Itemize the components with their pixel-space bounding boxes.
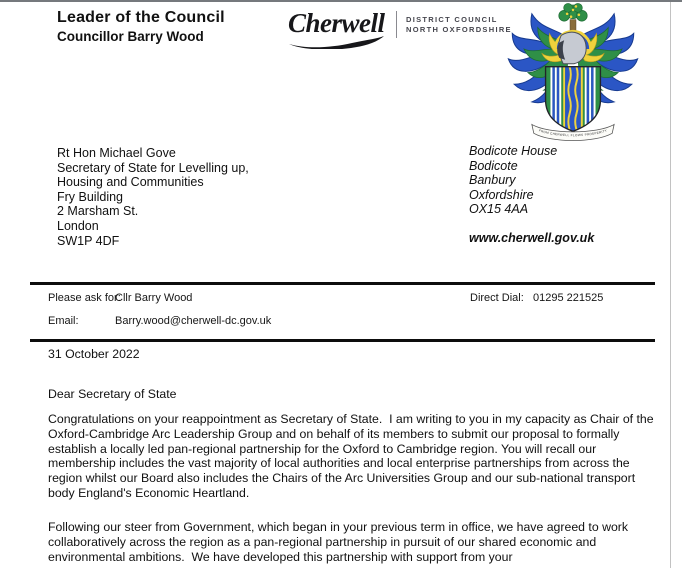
horizontal-rule-top	[30, 282, 655, 285]
leader-title: Leader of the Council	[57, 9, 225, 26]
recipient-line: SW1P 4DF	[57, 233, 120, 248]
sender-line: Banbury	[469, 173, 516, 188]
logo-divider	[396, 11, 397, 38]
cherwell-logo	[288, 10, 512, 49]
please-ask-for-value: Cllr Barry Wood	[115, 292, 193, 304]
direct-dial-value: 01295 221525	[533, 292, 604, 304]
councillor-name: Councillor Barry Wood	[57, 29, 204, 44]
email-label: Email:	[48, 315, 79, 327]
logo-org-line1: DISTRICT COUNCIL	[406, 14, 498, 24]
letter-paragraph-1: Congratulations on your reappointment as Secretary of State. I am writing to you in my capacity as Chair of the Oxford-Cambridge Arc Leadership Group and on behalf of its members to submit our proposal to formally establish a locally led pan-regional partnership for the Oxford to Cambridge region. You will recall our membership includes the vast majority of local authorities and local enterprise partnerships from across the region whilst our Board also includes the Chairs of the Arc Universities Group and our sub-national transport body England's Economic Heartland.	[48, 412, 658, 500]
page-right-edge	[670, 2, 671, 568]
recipient-line: London	[57, 218, 99, 233]
horizontal-rule-bottom	[30, 339, 655, 342]
recipient-line: Fry Building	[57, 189, 123, 204]
recipient-line: Rt Hon Michael Gove	[57, 146, 176, 160]
cherwell-wordmark-block	[288, 10, 388, 49]
coat-of-arms-graphic	[503, 2, 643, 147]
sender-line: Bodicote	[469, 158, 518, 173]
sender-line: OX15 4AA	[469, 202, 529, 217]
website-text: www.cherwell.gov.uk	[469, 230, 595, 245]
email-value: Barry.wood@cherwell-dc.gov.uk	[115, 315, 272, 327]
recipient-line: Secretary of State for Levelling up,	[57, 160, 249, 175]
salutation: Dear Secretary of State	[48, 387, 177, 401]
letterhead-title	[57, 9, 225, 44]
letter-date: 31 October 2022	[48, 347, 140, 361]
recipient-line: Housing and Communities	[57, 175, 204, 190]
coat-of-arms	[503, 2, 643, 152]
sender-address	[469, 144, 594, 246]
logo-org-line2: NORTH OXFORDSHIRE	[406, 24, 512, 34]
recipient-line: 2 Marsham St.	[57, 204, 139, 219]
recipient-address	[57, 146, 249, 248]
cherwell-wordmark: Cherwell	[288, 8, 385, 38]
please-ask-for-label: Please ask for:	[48, 292, 121, 304]
logo-org-lines	[406, 15, 512, 45]
sender-line: Oxfordshire	[469, 187, 534, 202]
sender-line: Bodicote House	[469, 144, 558, 158]
crest-motto: FROM CHERWELL FLOWS PROSPERITY	[538, 128, 608, 138]
letter-paragraph-2: Following our steer from Government, which began in your previous term in office, we have agreed to work collaboratively across the region as a pan-regional partnership in pursuit of our shared economic and environmental ambitions. We have developed this partnership with support from your	[48, 520, 632, 564]
direct-dial-label: Direct Dial:	[470, 292, 524, 304]
